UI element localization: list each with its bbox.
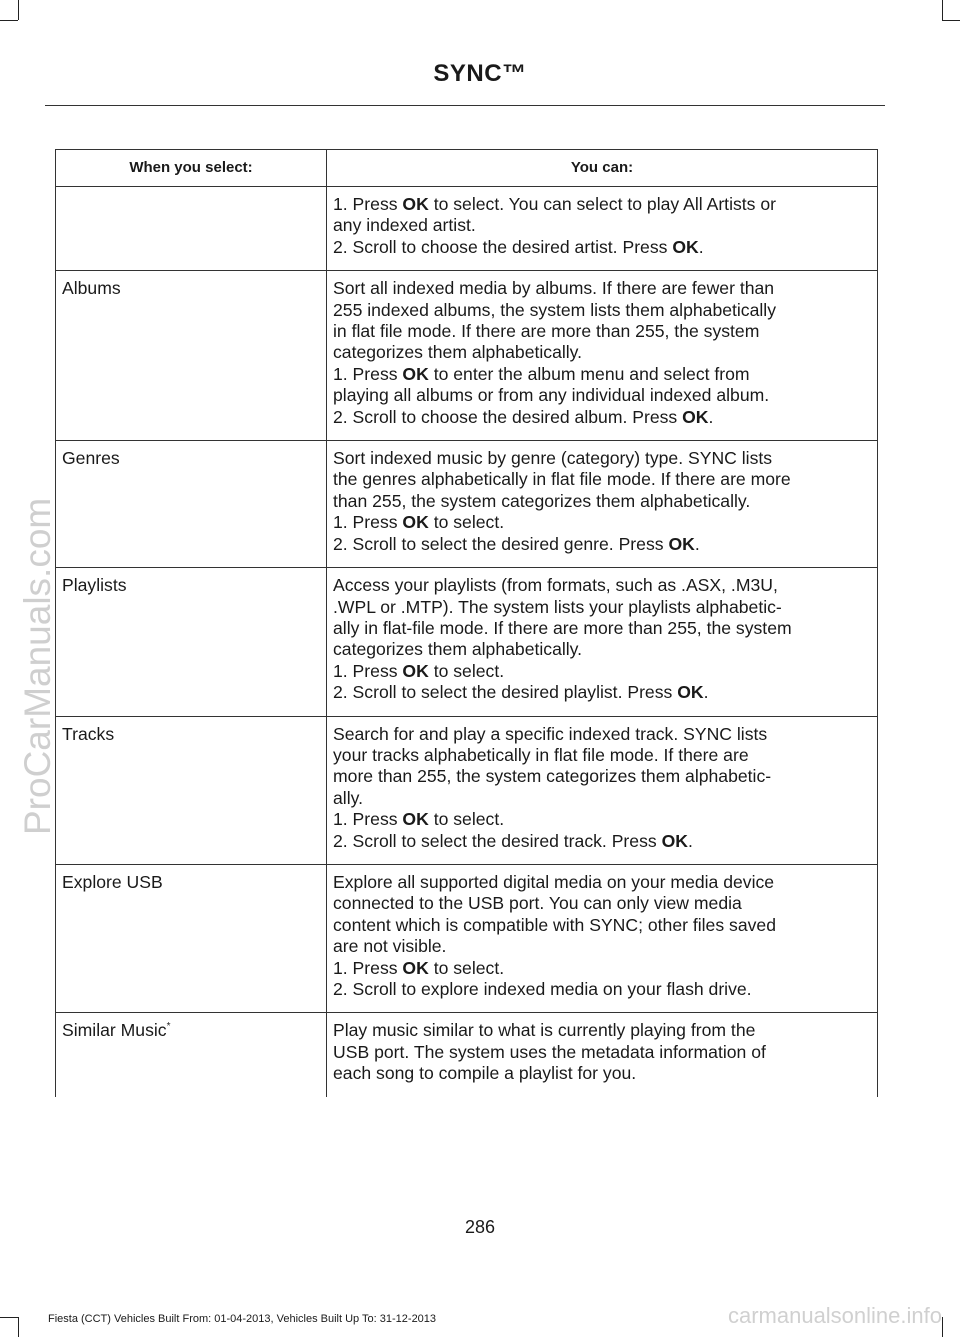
description-text: 255 indexed albums, the system lists them alphabetically: [333, 299, 777, 320]
description-text: content which is compatible with SYNC; other files saved: [333, 914, 776, 935]
table-body: [56, 187, 878, 1097]
ok-button-label: OK: [661, 830, 688, 851]
description-line: [333, 1042, 871, 1063]
description-text: the genres alphabetically in flat file mode. If there are more: [333, 469, 791, 490]
description-line: [333, 788, 871, 809]
sync-media-table: [55, 149, 878, 1097]
description-text: connected to the USB port. You can only view media: [333, 893, 742, 914]
table-row: [56, 716, 878, 864]
crop-mark: [18, 1317, 19, 1337]
header-divider: [45, 105, 885, 106]
description-line: [333, 893, 871, 914]
description-cell: [327, 187, 878, 271]
description-line: [333, 979, 871, 1000]
description-line: [333, 321, 871, 342]
description-cell: [327, 568, 878, 716]
ok-button-label: OK: [668, 533, 695, 554]
description-text: USB port. The system uses the metadata information of: [333, 1041, 766, 1062]
description-line: [333, 278, 871, 299]
selection-cell: [56, 864, 327, 1012]
description-text: 2. Scroll to explore indexed media on your flash drive.: [333, 979, 752, 999]
description-line: [333, 364, 871, 385]
description-line: [333, 639, 871, 660]
selection-cell: [56, 187, 327, 271]
description-line: [333, 766, 871, 787]
description-text: .: [687, 830, 693, 851]
description-text: than 255, the system categorizes them alphabetically.: [333, 490, 751, 511]
description-text: to select. You can select to play All Artists or: [428, 194, 776, 214]
ok-button-label: OK: [402, 512, 429, 533]
description-line: [333, 194, 871, 215]
table-row: [56, 568, 878, 716]
description-line: [333, 618, 871, 639]
selection-cell: [56, 716, 327, 864]
selection-cell: [56, 441, 327, 568]
description-text: 1. Press: [333, 660, 403, 681]
description-line: [333, 491, 871, 512]
table-row: [56, 441, 878, 568]
description-text: more than 255, the system categorizes them alphabetic-: [333, 766, 772, 787]
description-line: [333, 809, 871, 830]
description-line: [333, 534, 871, 555]
description-text: .: [703, 682, 709, 703]
description-cell: [327, 271, 878, 441]
description-line: [333, 872, 871, 893]
ok-button-label: OK: [672, 236, 699, 257]
selection-label: Playlists: [62, 575, 127, 596]
description-line: [333, 724, 871, 745]
description-line: [333, 915, 871, 936]
table-row: [56, 271, 878, 441]
description-text: Play music similar to what is currently playing from the: [333, 1020, 756, 1041]
table-header-row: [56, 150, 878, 187]
description-line: [333, 958, 871, 979]
selection-label: Tracks: [62, 723, 115, 744]
description-line: [333, 1063, 871, 1084]
ok-button-label: OK: [402, 194, 429, 214]
description-text: Sort indexed music by genre (category) type. SYNC lists: [333, 448, 773, 469]
description-cell: [327, 1013, 878, 1097]
crop-mark: [18, 0, 19, 20]
description-line: [333, 512, 871, 533]
selection-cell: [56, 271, 327, 441]
description-text: Explore all supported digital media on your media device: [333, 871, 775, 892]
crop-mark: [942, 0, 943, 20]
description-text: 1. Press: [333, 194, 403, 214]
description-line: [333, 300, 871, 321]
description-text: 1. Press: [333, 512, 403, 533]
description-text: 1. Press: [333, 363, 403, 384]
crop-mark: [942, 1317, 943, 1337]
page-number: 286: [464, 1217, 496, 1237]
description-text: 2. Scroll to select the desired playlist. Press: [333, 682, 678, 703]
description-text: to select.: [428, 809, 505, 830]
ok-button-label: OK: [402, 363, 429, 384]
description-text: to select.: [428, 660, 505, 681]
footer-vehicle-info: Fiesta (CCT) Vehicles Built From: 01-04-2013, Vehicles Built Up To: 31-12-2013: [48, 1313, 437, 1325]
description-text: categorizes them alphabetically.: [333, 342, 583, 363]
description-text: to select.: [428, 512, 505, 533]
description-text: in flat file mode. If there are more than 255, the system: [333, 321, 760, 342]
description-cell: [327, 716, 878, 864]
description-text: to enter the album menu and select from: [428, 363, 750, 384]
selection-label: Albums: [62, 278, 121, 299]
crop-mark: [0, 20, 18, 21]
description-line: [333, 237, 871, 258]
description-text: 2. Scroll to select the desired track. Press: [333, 830, 662, 851]
footnote-marker: *: [166, 1021, 171, 1033]
selection-label: Genres: [62, 448, 120, 469]
selection-cell: [56, 1013, 327, 1097]
selection-label: Explore USB: [62, 871, 163, 892]
crop-mark: [942, 20, 960, 21]
selection-cell: [56, 568, 327, 716]
description-text: 2. Scroll to choose the desired album. Press: [333, 406, 683, 427]
description-text: any indexed artist.: [333, 215, 476, 236]
side-watermark: ProCarManuals.com: [17, 497, 58, 835]
description-text: your tracks alphabetically in flat file mode. If there are: [333, 744, 749, 765]
ok-button-label: OK: [402, 809, 429, 830]
description-line: [333, 1020, 871, 1041]
crop-mark: [0, 1317, 18, 1318]
description-text: 2. Scroll to choose the desired artist. Press: [333, 236, 673, 257]
description-line: [333, 469, 871, 490]
column-header-when-you-select: When you select:: [56, 150, 327, 187]
description-line: [333, 936, 871, 957]
description-line: [333, 385, 871, 406]
description-text: to select.: [428, 957, 505, 978]
description-line: [333, 831, 871, 852]
description-text: .: [694, 533, 700, 554]
description-text: playing all albums or from any individual indexed album.: [333, 385, 770, 406]
description-text: ally.: [333, 787, 363, 808]
description-text: each song to compile a playlist for you.: [333, 1063, 637, 1084]
table-row: [56, 187, 878, 271]
column-header-you-can: You can:: [327, 150, 878, 187]
description-text: are not visible.: [333, 936, 447, 957]
table-row: [56, 864, 878, 1012]
ok-button-label: OK: [402, 660, 429, 681]
description-line: [333, 661, 871, 682]
description-line: [333, 745, 871, 766]
description-line: [333, 682, 871, 703]
description-text: .: [698, 236, 704, 257]
description-line: [333, 215, 871, 236]
description-text: 1. Press: [333, 809, 403, 830]
description-cell: [327, 864, 878, 1012]
description-cell: [327, 441, 878, 568]
description-line: [333, 407, 871, 428]
footer-site-watermark: carmanualsonline.info: [727, 1303, 942, 1328]
description-text: .: [708, 406, 714, 427]
page-title: SYNC™: [433, 60, 527, 87]
description-text: Search for and play a specific indexed track. SYNC lists: [333, 723, 768, 744]
table-row: [56, 1013, 878, 1097]
description-text: categorizes them alphabetically.: [333, 639, 583, 660]
description-text: Sort all indexed media by albums. If there are fewer than: [333, 278, 775, 299]
description-text: 2. Scroll to select the desired genre. Press: [333, 533, 669, 554]
description-text: 1. Press: [333, 957, 403, 978]
ok-button-label: OK: [677, 682, 704, 703]
selection-label: Similar Music: [62, 1020, 167, 1041]
description-line: [333, 342, 871, 363]
ok-button-label: OK: [402, 957, 429, 978]
description-line: [333, 448, 871, 469]
ok-button-label: OK: [682, 406, 709, 427]
description-text: .WPL or .MTP). The system lists your playlists alphabetic-: [333, 596, 782, 617]
description-text: Access your playlists (from formats, such as .ASX, .M3U,: [333, 575, 778, 596]
description-line: [333, 575, 871, 596]
description-text: ally in flat-file mode. If there are more than 255, the system: [333, 617, 792, 638]
description-line: [333, 597, 871, 618]
